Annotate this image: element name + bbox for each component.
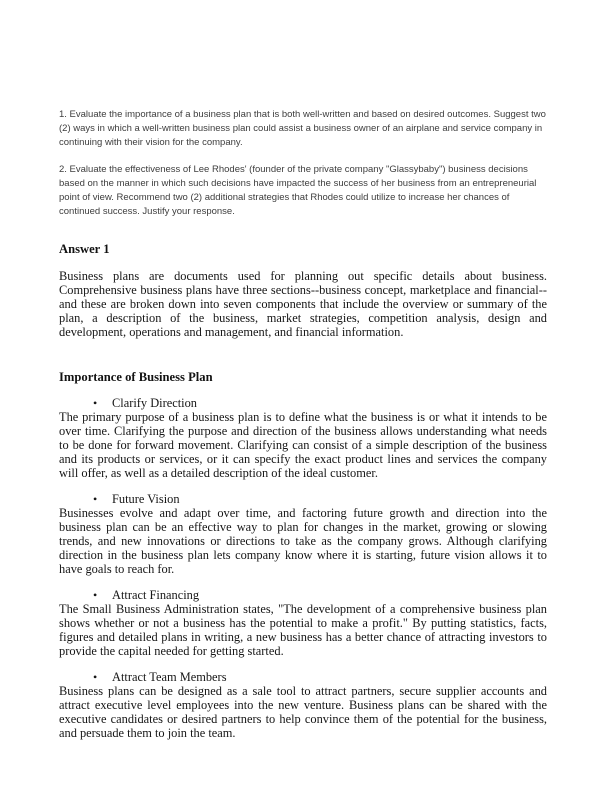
bullet-section-clarify-direction — [59, 396, 547, 480]
bullet-icon: • — [93, 492, 98, 506]
section-title: Attract Financing — [112, 588, 200, 602]
answer-intro-paragraph: Business plans are documents used for planning out specific details about business. Comprehensive business plans have three sections--business concept, marketplace and financial--and these are broken down into seven components that include the overview or summary of the plan, a description of the business, market strategies, competition analysis, design and development, operations and management, and financial information. — [59, 269, 547, 339]
section-paragraph: Businesses evolve and adapt over time, and factoring future growth and direction into the business plan can be an effective way to plan for changes in the market, growing or slowing trends, and new innovations or directions to take as the company grows. Although clarifying direction in the business plan lets company know where it is starting, future vision allows it to have goals to reach for. — [59, 506, 547, 576]
bullet-line — [59, 492, 547, 506]
bullet-section-future-vision — [59, 492, 547, 576]
bullet-icon: • — [93, 588, 98, 602]
importance-of-business-plan-heading: Importance of Business Plan — [59, 370, 213, 384]
answer-heading: Answer 1 — [59, 242, 110, 256]
section-paragraph: Business plans can be designed as a sale tool to attract partners, secure supplier accounts and attract executive level employees into the new venture. Business plans can be shared with the executive candidates or desired partners to help convince them of the potential for the business, and persuade them to join the team. — [59, 684, 547, 740]
section-paragraph: The primary purpose of a business plan is to define what the business is or what it intends to be over time. Clarifying the purpose and direction of the business allows understanding what needs to be done for forward movement. Clarifying can consist of a simple description of the business and its products or services, or it can specify the exact product lines and services the company will offer, as well as a detailed description of the ideal customer. — [59, 410, 547, 480]
section-title: Attract Team Members — [112, 670, 227, 684]
bullet-icon: • — [93, 670, 98, 684]
question-2-paragraph: 2. Evaluate the effectiveness of Lee Rhodes' (founder of the private company "Glassybaby") business decisions based on the manner in which such decisions have impacted the success of her business from an entrepreneurial point of view. Recommend two (2) additional strategies that Rhodes could utilize to increase her chances of continued success. Justify your response. — [59, 164, 537, 217]
section-title: Future Vision — [112, 492, 180, 506]
bullet-line — [59, 670, 547, 684]
section-title: Clarify Direction — [112, 396, 197, 410]
bullet-icon: • — [93, 396, 98, 410]
question-1-paragraph: 1. Evaluate the importance of a business plan that is both well-written and based on desired outcomes. Suggest two (2) ways in which a well-written business plan could assist a business owner of an airplane and service company in continuing with their vision for the company. — [59, 109, 546, 148]
bullet-section-attract-financing — [59, 588, 547, 658]
bullet-section-attract-team-members — [59, 670, 547, 740]
section-paragraph: The Small Business Administration states, "The development of a comprehensive business plan shows whether or not a business has the potential to make a profit." By putting statistics, facts, figures and detailed plans in writing, a new business has a better chance of attracting investors to provide the capital needed for getting started. — [59, 602, 547, 658]
bullet-line — [59, 396, 547, 410]
bullet-line — [59, 588, 547, 602]
